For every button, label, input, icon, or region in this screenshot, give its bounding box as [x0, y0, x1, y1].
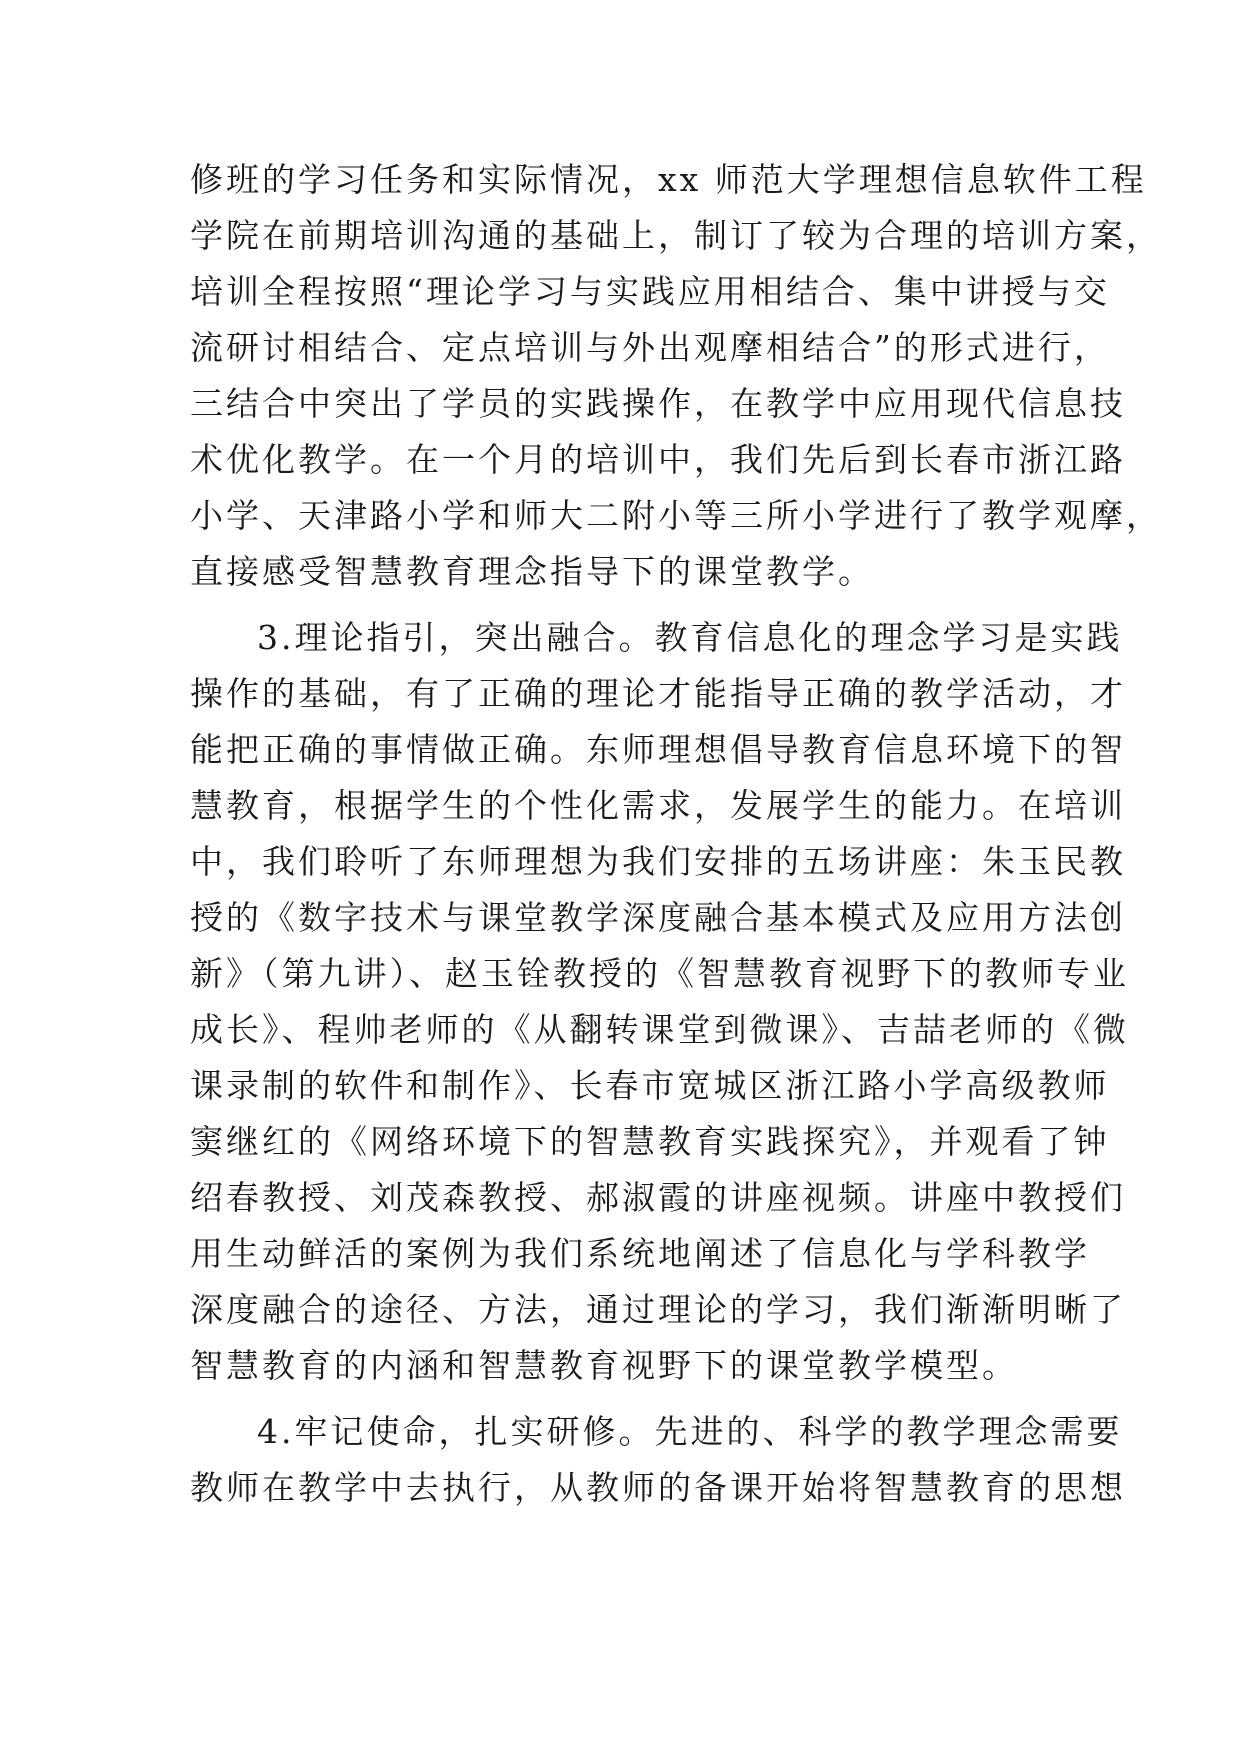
text-line: 中，我们聆听了东师理想为我们安排的五场讲座：朱玉民教: [190, 842, 1126, 881]
paragraph-gap: [190, 600, 1060, 610]
text-line: 直接感受智慧教育理念指导下的课堂教学。: [190, 552, 874, 591]
text-line: 成长》、程帅老师的《从翻转课堂到微课》、吉喆老师的《微: [190, 1010, 1129, 1049]
text-line: 操作的基础，有了正确的理论才能指导正确的教学活动，才: [190, 674, 1126, 713]
text-line: 慧教育，根据学生的个性化需求，发展学生的能力。在培训: [190, 786, 1126, 825]
text-line: 小学、天津路小学和师大二附小等三所小学进行了教学观摩，: [190, 496, 1162, 535]
text-line: 流研讨相结合、定点培训与外出观摩相结合”的形式进行，: [190, 328, 1110, 367]
text-line: 授的《数字技术与课堂教学深度融合基本模式及应用方法创: [190, 898, 1126, 937]
paragraph-2: [190, 610, 1129, 1394]
paragraph-gap: [190, 1394, 1060, 1404]
text-line: 智慧教育的内涵和智慧教育视野下的课堂教学模型。: [190, 1346, 1018, 1385]
text-line: 三结合中突出了学员的实践操作，在教学中应用现代信息技: [190, 384, 1126, 423]
text-line: 窦继红的《网络环境下的智慧教育实践探究》，并观看了钟: [190, 1122, 1110, 1161]
text-line: 绍春教授、刘茂森教授、郝淑霞的讲座视频。讲座中教授们: [190, 1178, 1126, 1217]
document-body: [190, 152, 1162, 1516]
paragraph-1: [190, 152, 1162, 600]
text-line: 4.牢记使命，扎实研修。先进的、科学的教学理念需要: [257, 1412, 1123, 1451]
text-line: 术优化教学。在一个月的培训中，我们先后到长春市浙江路: [190, 440, 1126, 479]
text-line: 3.理论指引，突出融合。教育信息化的理念学习是实践: [257, 618, 1123, 657]
paragraph-3: [190, 1404, 1126, 1516]
text-line: 教师在教学中去执行，从教师的备课开始将智慧教育的思想: [190, 1468, 1126, 1507]
text-line: 培训全程按照“理论学习与实践应用相结合、集中讲授与交: [190, 272, 1110, 311]
text-line: 课录制的软件和制作》、长春市宽城区浙江路小学高级教师: [190, 1066, 1110, 1105]
text-line: 修班的学习任务和实际情况，xx 师范大学理想信息软件工程: [190, 160, 1147, 199]
text-line: 新》（第九讲）、赵玉铨教授的《智慧教育视野下的教师专业: [190, 954, 1129, 993]
text-line: 能把正确的事情做正确。东师理想倡导教育信息环境下的智: [190, 730, 1126, 769]
text-line: 用生动鲜活的案例为我们系统地阐述了信息化与学科教学: [190, 1234, 1090, 1273]
text-line: 学院在前期培训沟通的基础上，制订了较为合理的培训方案，: [190, 216, 1162, 255]
text-line: 深度融合的途径、方法，通过理论的学习，我们渐渐明晰了: [190, 1290, 1126, 1329]
